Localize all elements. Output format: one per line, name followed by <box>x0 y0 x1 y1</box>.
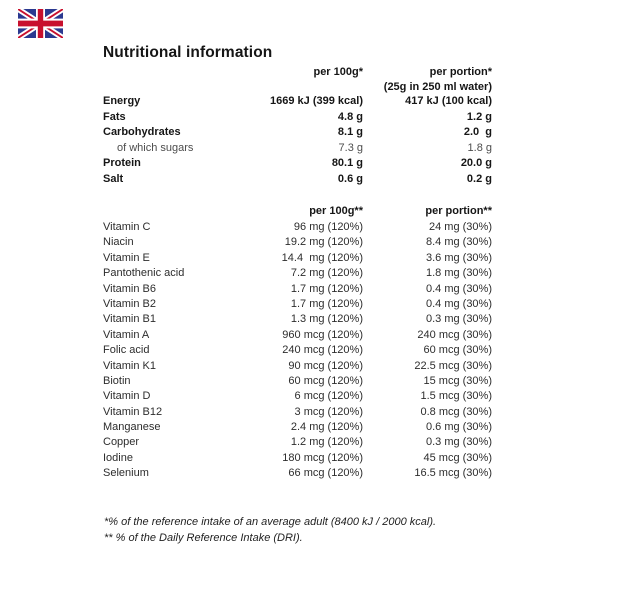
value-per-portion: 24 mg (30%) <box>429 221 492 233</box>
value-per-portion: 0.8 mcg (30%) <box>420 405 492 418</box>
value-per-100g: 1.2 mg (120%) <box>290 436 363 449</box>
value-per-portion: 240 mcg (30%) <box>417 328 492 341</box>
table-row <box>103 235 492 250</box>
table-row <box>103 94 492 110</box>
nutrient-label: Vitamin B2 <box>103 297 156 310</box>
value-per-portion: 1.8 mg (30%) <box>425 267 492 280</box>
nutrient-label: Iodine <box>103 451 133 464</box>
value-per-100g: 2.4 mg (120%) <box>290 421 363 434</box>
table-row <box>103 266 492 281</box>
value-per-100g: 80.1 g <box>331 157 363 170</box>
value-per-portion: 0.4 mg (30%) <box>425 282 492 295</box>
table-row <box>103 435 492 450</box>
value-per-100g: 66 mcg (120%) <box>288 467 363 480</box>
value-per-portion: 16.5 mcg (30%) <box>414 467 492 480</box>
column-header-per-portion: per portion** <box>425 205 492 217</box>
nutrient-label: Carbohydrates <box>103 126 181 139</box>
value-per-portion: 8.4 mg (30%) <box>425 236 492 249</box>
portion-size-note: (25g in 250 ml water) <box>383 81 492 93</box>
table-row <box>103 343 492 358</box>
value-per-100g: 0.6 g <box>337 172 363 185</box>
column-header-per-100g: per 100g** <box>309 205 363 217</box>
value-per-100g: 19.2 mg (120%) <box>284 236 363 249</box>
value-per-100g: 960 mcg (120%) <box>282 328 363 341</box>
table-row <box>103 420 492 435</box>
table-row <box>103 220 492 235</box>
macro-rows <box>103 94 492 188</box>
nutrient-label: Copper <box>103 436 140 449</box>
header-spacer <box>103 203 253 219</box>
nutrient-label: Manganese <box>103 421 161 434</box>
table-row <box>103 359 492 374</box>
value-per-100g: 96 mg (120%) <box>293 221 363 233</box>
value-per-100g: 1.3 mg (120%) <box>290 313 363 326</box>
nutrient-label: Vitamin D <box>103 390 151 403</box>
footnote-reference-intake: *% of the reference intake of an average adult (8400 kJ / 2000 kcal). <box>104 516 437 528</box>
value-per-100g: 6 mcg (120%) <box>294 390 363 403</box>
value-per-portion: 0.3 mg (30%) <box>425 313 492 326</box>
nutrient-label: Energy <box>103 95 141 107</box>
table-row <box>103 251 492 266</box>
nutrient-label: Niacin <box>103 236 134 249</box>
value-per-portion: 1.5 mcg (30%) <box>420 390 492 403</box>
value-per-portion: 0.3 mg (30%) <box>425 436 492 449</box>
nutrient-label: Pantothenic acid <box>103 267 185 280</box>
value-per-100g: 240 mcg (120%) <box>282 344 363 357</box>
table-row <box>103 297 492 312</box>
value-per-portion: 1.2 g <box>466 110 492 123</box>
header-spacer <box>103 65 253 80</box>
footnotes <box>104 515 436 546</box>
value-per-portion: 0.2 g <box>466 172 492 185</box>
value-per-portion: 20.0 g <box>460 157 492 170</box>
macro-header-row <box>103 65 492 80</box>
nutrient-label: Fats <box>103 110 126 123</box>
table-row <box>103 374 492 389</box>
micro-rows <box>103 220 492 482</box>
footnote-dri: ** % of the Daily Reference Intake (DRI). <box>104 531 303 544</box>
table-row <box>103 328 492 343</box>
value-per-100g: 1669 kJ (399 kcal) <box>270 95 363 107</box>
value-per-100g: 60 mcg (120%) <box>288 374 363 387</box>
macronutrient-table <box>103 65 492 188</box>
value-per-100g: 7.2 mg (120%) <box>290 267 363 280</box>
nutrient-label: Biotin <box>103 374 131 387</box>
nutrient-label: Selenium <box>103 467 149 480</box>
page-title: Nutritional information <box>103 44 273 61</box>
table-row <box>103 141 492 157</box>
value-per-portion: 60 mcg (30%) <box>423 344 492 357</box>
value-per-portion: 0.4 mg (30%) <box>425 297 492 310</box>
value-per-portion: 417 kJ (100 kcal) <box>405 95 492 107</box>
value-per-portion: 22.5 mcg (30%) <box>414 359 492 372</box>
table-row <box>103 172 492 188</box>
value-per-100g: 1.7 mg (120%) <box>290 282 363 295</box>
value-per-portion: 45 mcg (30%) <box>423 451 492 464</box>
table-row <box>103 282 492 297</box>
uk-flag-icon <box>18 9 63 38</box>
header-spacer <box>253 80 363 94</box>
table-row <box>103 156 492 172</box>
table-row <box>103 125 492 141</box>
value-per-100g: 180 mcg (120%) <box>282 451 363 464</box>
value-per-100g: 90 mcg (120%) <box>288 359 363 372</box>
value-per-100g: 3 mcg (120%) <box>294 405 363 418</box>
nutrient-label: of which sugars <box>117 141 194 154</box>
value-per-portion: 1.8 g <box>467 141 492 154</box>
value-per-portion: 0.6 mg (30%) <box>425 421 492 434</box>
value-per-100g: 8.1 g <box>337 126 363 139</box>
table-row <box>103 451 492 466</box>
table-row <box>103 312 492 327</box>
value-per-portion: 3.6 mg (30%) <box>425 251 492 264</box>
nutrient-label: Vitamin B12 <box>103 405 163 418</box>
table-row <box>103 110 492 126</box>
table-row <box>103 405 492 420</box>
nutrient-label: Salt <box>103 172 124 185</box>
nutrient-label: Protein <box>103 157 141 170</box>
value-per-100g: 7.3 g <box>338 141 363 154</box>
value-per-100g: 14.4 mg (120%) <box>281 251 363 264</box>
table-row <box>103 466 492 481</box>
value-per-portion: 2.0 g <box>463 126 492 139</box>
table-row <box>103 389 492 404</box>
value-per-100g: 1.7 mg (120%) <box>290 297 363 310</box>
nutrient-label: Vitamin E <box>103 251 150 264</box>
nutrient-label: Vitamin B1 <box>103 313 156 326</box>
value-per-portion: 15 mcg (30%) <box>423 374 492 387</box>
nutrient-label: Vitamin A <box>103 328 150 341</box>
micronutrient-table <box>103 203 492 482</box>
micro-header-row <box>103 203 492 219</box>
nutrient-label: Vitamin C <box>103 221 151 233</box>
nutrient-label: Vitamin K1 <box>103 359 156 372</box>
nutrient-label: Folic acid <box>103 344 150 357</box>
nutrient-label: Vitamin B6 <box>103 282 156 295</box>
macro-subheader-row <box>103 80 492 94</box>
value-per-100g: 4.8 g <box>337 110 363 123</box>
header-spacer <box>103 80 253 94</box>
column-header-per-100g: per 100g* <box>313 66 363 78</box>
column-header-per-portion: per portion* <box>429 66 492 78</box>
